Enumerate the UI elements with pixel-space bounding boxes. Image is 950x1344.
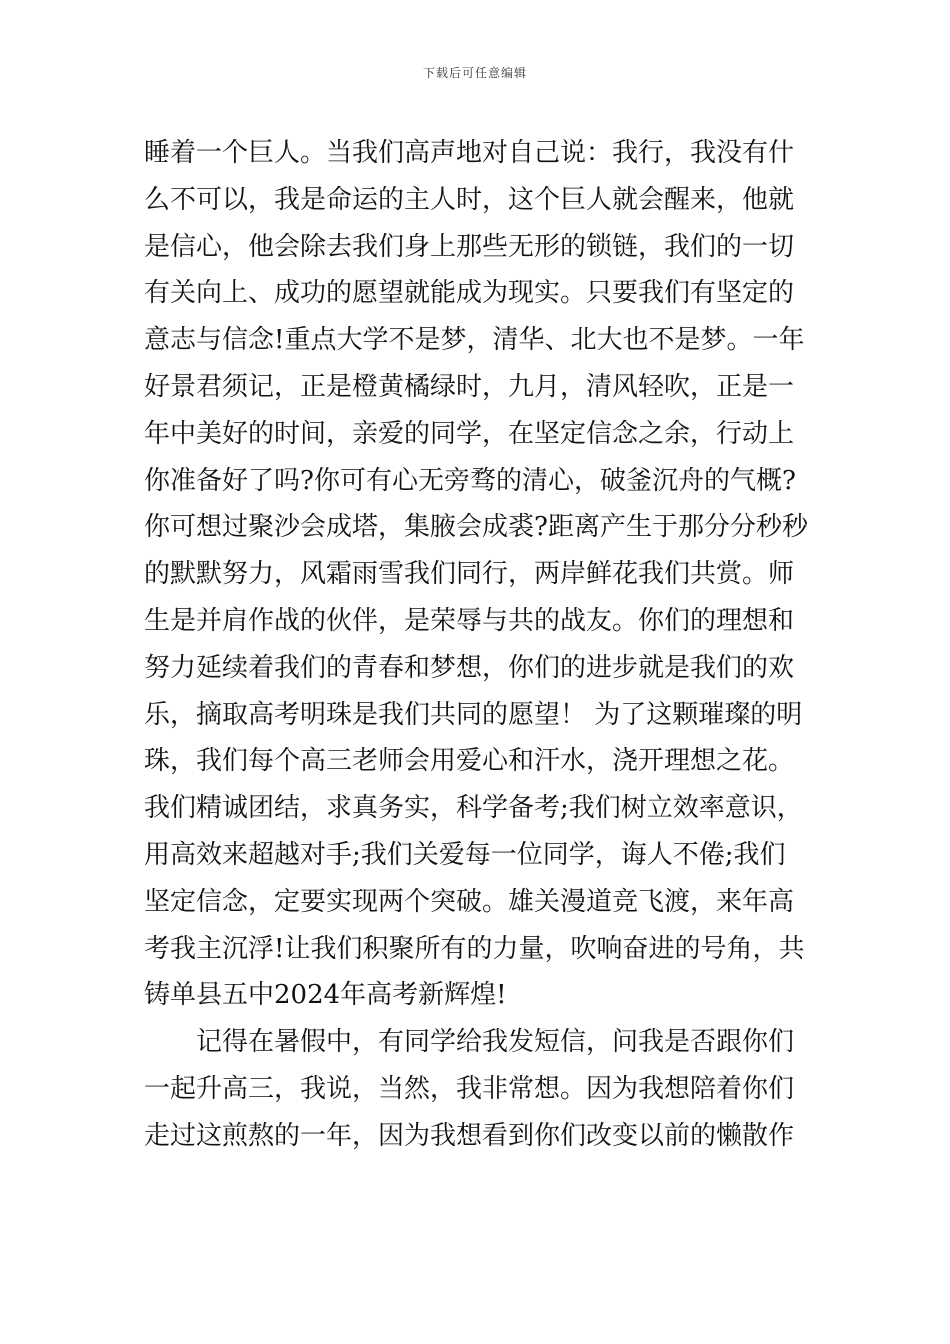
text-line: 走过这煎熬的一年，因为我想看到你们改变以前的懒散作 (144, 1120, 795, 1151)
text-line: 铸单县五中2024年高考新辉煌! (144, 980, 507, 1011)
text-line: 用高效来超越对手;我们关爱每一位同学，诲人不倦;我们 (144, 839, 786, 870)
text-line: 的默默努力，风霜雨雪我们同行，两岸鲜花我们共赏。师 (144, 559, 795, 590)
text-line: 坚定信念，定要实现两个突破。雄关漫道竞飞渡，来年高 (144, 886, 795, 917)
text-line: 是信心，他会除去我们身上那些无形的锁链，我们的一切 (144, 231, 795, 262)
text-line: 睡着一个巨人。当我们高声地对自己说：我行，我没有什 (144, 138, 795, 168)
document-body (144, 130, 814, 1160)
text-line: 么不可以，我是命运的主人时，这个巨人就会醒来，他就 (144, 184, 795, 215)
text-line: 年中美好的时间，亲爱的同学，在坚定信念之余，行动上 (144, 418, 795, 449)
text-line: 你可想过聚沙会成塔，集腋会成裘?距离产生于那分分秒秒 (144, 512, 808, 543)
text-line: 好景君须记，正是橙黄橘绿时，九月，清风轻吹，正是一 (144, 371, 795, 402)
text-line: 你准备好了吗?你可有心无旁骛的清心，破釜沉舟的气概? (144, 465, 796, 496)
text-line: 我们精诚团结，求真务实，科学备考;我们树立效率意识， (144, 793, 803, 824)
text-line: 生是并肩作战的伙伴，是荣辱与共的战友。你们的理想和 (144, 605, 795, 636)
text-line: 乐，摘取高考明珠是我们共同的愿望！ 为了这颗璀璨的明 (144, 699, 803, 730)
text-line: 珠，我们每个高三老师会用爱心和汗水，浇开理想之花。 (144, 746, 795, 777)
header-note: 下载后可任意编辑 (422, 66, 527, 80)
text-line: 考我主沉浮!让我们积聚所有的力量，吹响奋进的号角，共 (144, 933, 805, 964)
text-line: 意志与信念!重点大学不是梦，清华、北大也不是梦。一年 (144, 325, 805, 356)
paragraph-start-line: 记得在暑假中，有同学给我发短信，问我是否跟你们 (196, 1027, 795, 1058)
text-line: 有关向上、成功的愿望就能成为现实。只要我们有坚定的 (144, 278, 795, 309)
text-line: 努力延续着我们的青春和梦想，你们的进步就是我们的欢 (144, 652, 795, 683)
text-line: 一起升高三，我说，当然，我非常想。因为我想陪着你们 (144, 1073, 795, 1104)
